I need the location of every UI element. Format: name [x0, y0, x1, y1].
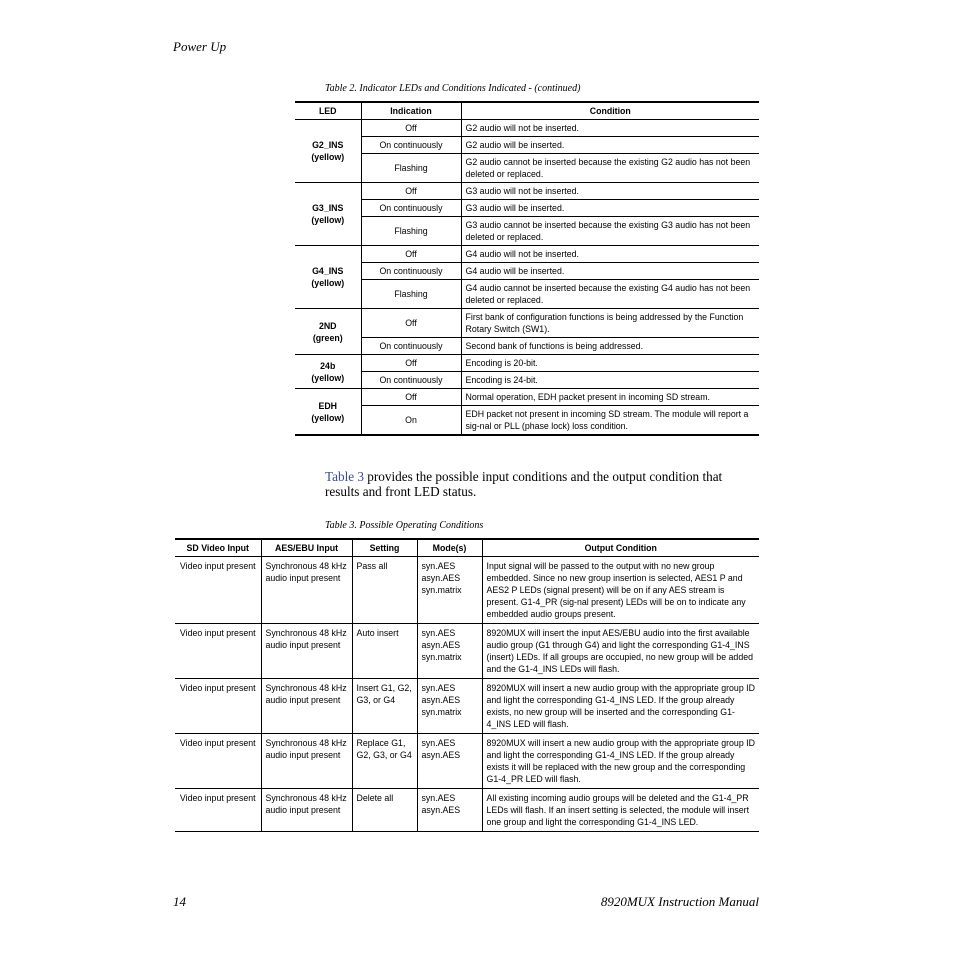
- mode-item: asyn.AES: [421, 573, 461, 583]
- indication-cell: Flashing: [361, 217, 461, 246]
- table3-link[interactable]: Table 3: [325, 469, 364, 484]
- table-row: [175, 789, 759, 832]
- col-header-indication: Indication: [361, 102, 461, 120]
- sd-video-input-cell: Video input present: [175, 624, 261, 679]
- sd-video-input-cell: Video input present: [175, 734, 261, 789]
- table-row: [295, 120, 759, 137]
- paragraph-text: provides the possible input conditions and the output condition that results and front LED status.: [325, 469, 723, 499]
- modes-cell: [417, 624, 482, 679]
- condition-cell: Encoding is 20-bit.: [461, 355, 759, 372]
- output-condition-cell: 8920MUX will insert the input AES/EBU audio into the first available audio group (G1 through G4) and light the corresponding G1-4_INS (insert) LEDs. If all groups are occupied, no new group will be added and the G1-4_INS LEDs will flash.: [482, 624, 759, 679]
- mode-item: syn.AES: [421, 738, 456, 748]
- table-row: [295, 137, 759, 154]
- led-color: (yellow): [311, 412, 345, 423]
- mode-item: syn.matrix: [421, 652, 462, 662]
- condition-cell: G3 audio cannot be inserted because the existing G3 audio has not been deleted or replaced.: [461, 217, 759, 246]
- indication-cell: Off: [361, 120, 461, 137]
- condition-cell: G4 audio will be inserted.: [461, 263, 759, 280]
- manual-title: 8920MUX Instruction Manual: [600, 894, 759, 909]
- led-name: EDH: [318, 400, 338, 411]
- condition-cell: First bank of configuration functions is being addressed by the Function Rotary Switch (SW1).: [461, 309, 759, 338]
- condition-cell: G3 audio will be inserted.: [461, 200, 759, 217]
- table-row: [295, 309, 759, 338]
- indication-cell: On continuously: [361, 200, 461, 217]
- condition-cell: EDH packet not present in incoming SD stream. The module will report a sig-nal or PLL (phase lock) loss condition.: [461, 406, 759, 436]
- table-row: [175, 734, 759, 789]
- page-number: 14: [173, 894, 186, 909]
- table2-body: [295, 120, 759, 436]
- condition-cell: Normal operation, EDH packet present in incoming SD stream.: [461, 389, 759, 406]
- table-row: [295, 246, 759, 263]
- output-condition-cell: Input signal will be passed to the output with no new group embedded. Since no new group insertion is selected, AES1 P and AES2 P LEDs (signal present) will be on if any AES stream is present. G1-4_PR (sig-nal present) LEDs will be on to indicate any embedded audio groups present.: [482, 557, 759, 624]
- col-header-setting: Setting: [352, 539, 417, 557]
- indication-cell: On continuously: [361, 338, 461, 355]
- led-name-cell: [295, 389, 361, 436]
- col-header-output-condition: Output Condition: [482, 539, 759, 557]
- col-header-sd-video-input: SD Video Input: [175, 539, 261, 557]
- mode-item: syn.AES: [421, 628, 456, 638]
- condition-cell: Second bank of functions is being addressed.: [461, 338, 759, 355]
- led-name: G4_INS: [312, 266, 344, 276]
- indication-cell: Off: [361, 183, 461, 200]
- condition-cell: G4 audio cannot be inserted because the existing G4 audio has not been deleted or replaced.: [461, 280, 759, 309]
- table-row: [295, 338, 759, 355]
- mode-item: asyn.AES: [421, 640, 461, 650]
- led-name-cell: [295, 355, 361, 389]
- led-name: G3_INS: [312, 203, 344, 213]
- led-color: (yellow): [311, 278, 345, 288]
- led-name-cell: [295, 120, 361, 183]
- led-color: (green): [312, 332, 343, 343]
- col-header-aes-ebu-input: AES/EBU Input: [261, 539, 352, 557]
- sd-video-input-cell: Video input present: [175, 557, 261, 624]
- sd-video-input-cell: Video input present: [175, 679, 261, 734]
- output-condition-cell: 8920MUX will insert a new audio group with the appropriate group ID and light the corresponding G1-4_INS LED. If the group already exists it will be replaced with the new group and the corresponding G1-4_PR LED will flash.: [482, 734, 759, 789]
- table3-caption: Table 3. Possible Operating Conditions: [325, 520, 484, 531]
- indication-cell: On: [361, 406, 461, 436]
- modes-cell: [417, 789, 482, 832]
- indication-cell: Flashing: [361, 280, 461, 309]
- modes-cell: [417, 557, 482, 624]
- col-header-modes: Mode(s): [417, 539, 482, 557]
- col-header-led: LED: [295, 102, 361, 120]
- mode-item: syn.AES: [421, 683, 456, 693]
- condition-cell: G2 audio will not be inserted.: [461, 120, 759, 137]
- mode-item: syn.AES: [421, 561, 456, 571]
- table2-caption: Table 2. Indicator LEDs and Conditions Indicated - (continued): [325, 83, 581, 94]
- table-row: [295, 154, 759, 183]
- mode-item: asyn.AES: [421, 750, 461, 760]
- condition-cell: G2 audio will be inserted.: [461, 137, 759, 154]
- condition-cell: Encoding is 24-bit.: [461, 372, 759, 389]
- led-color: (yellow): [311, 215, 345, 225]
- table-row: [175, 557, 759, 624]
- table-row: [295, 389, 759, 406]
- indication-cell: Off: [361, 389, 461, 406]
- led-name-cell: [295, 183, 361, 246]
- indication-cell: Flashing: [361, 154, 461, 183]
- output-condition-cell: 8920MUX will insert a new audio group with the appropriate group ID and light the corresponding G1-4_INS LED. If the group already exists, no new group will be inserted and the corresponding G1-4_INS LED will flash.: [482, 679, 759, 734]
- aes-ebu-input-cell: Synchronous 48 kHz audio input present: [261, 624, 352, 679]
- led-name-cell: [295, 246, 361, 309]
- table-row: [295, 217, 759, 246]
- led-name-cell: [295, 309, 361, 355]
- mode-item: syn.AES: [421, 793, 456, 803]
- aes-ebu-input-cell: Synchronous 48 kHz audio input present: [261, 734, 352, 789]
- led-color: (yellow): [311, 372, 345, 383]
- table-row: [295, 280, 759, 309]
- table-row: [295, 355, 759, 372]
- condition-cell: G3 audio will not be inserted.: [461, 183, 759, 200]
- table-row: [175, 679, 759, 734]
- table3-body: [175, 557, 759, 832]
- intro-paragraph: [325, 469, 755, 499]
- led-color: (yellow): [311, 152, 345, 162]
- sd-video-input-cell: Video input present: [175, 789, 261, 832]
- output-condition-cell: All existing incoming audio groups will be deleted and the G1-4_PR LEDs will flash. If an insert setting is selected, the module will insert one group and light the corresponding G1-4_INS LED.: [482, 789, 759, 832]
- table-row: [295, 372, 759, 389]
- indication-cell: On continuously: [361, 263, 461, 280]
- condition-cell: G2 audio cannot be inserted because the existing G2 audio has not been deleted or replaced.: [461, 154, 759, 183]
- table-row: [175, 624, 759, 679]
- setting-cell: Auto insert: [352, 624, 417, 679]
- led-name: 2ND: [318, 320, 337, 331]
- mode-item: syn.matrix: [421, 585, 462, 595]
- indication-cell: Off: [361, 309, 461, 338]
- table-row: [295, 406, 759, 436]
- col-header-condition: Condition: [461, 102, 759, 120]
- led-name: 24b: [320, 360, 336, 371]
- table-row: [295, 183, 759, 200]
- mode-item: asyn.AES: [421, 695, 461, 705]
- indicator-leds-table: [295, 101, 759, 436]
- aes-ebu-input-cell: Synchronous 48 kHz audio input present: [261, 789, 352, 832]
- indication-cell: On continuously: [361, 137, 461, 154]
- mode-item: syn.matrix: [421, 707, 462, 717]
- mode-item: asyn.AES: [421, 805, 461, 815]
- setting-cell: Replace G1, G2, G3, or G4: [352, 734, 417, 789]
- modes-cell: [417, 734, 482, 789]
- setting-cell: Insert G1, G2, G3, or G4: [352, 679, 417, 734]
- led-name: G2_INS: [312, 140, 344, 150]
- condition-cell: G4 audio will not be inserted.: [461, 246, 759, 263]
- running-header: Power Up: [173, 39, 227, 54]
- table-row: [295, 200, 759, 217]
- indication-cell: On continuously: [361, 372, 461, 389]
- indication-cell: Off: [361, 246, 461, 263]
- setting-cell: Pass all: [352, 557, 417, 624]
- modes-cell: [417, 679, 482, 734]
- indication-cell: Off: [361, 355, 461, 372]
- table-row: [295, 263, 759, 280]
- aes-ebu-input-cell: Synchronous 48 kHz audio input present: [261, 557, 352, 624]
- operating-conditions-table: [175, 538, 759, 832]
- setting-cell: Delete all: [352, 789, 417, 832]
- aes-ebu-input-cell: Synchronous 48 kHz audio input present: [261, 679, 352, 734]
